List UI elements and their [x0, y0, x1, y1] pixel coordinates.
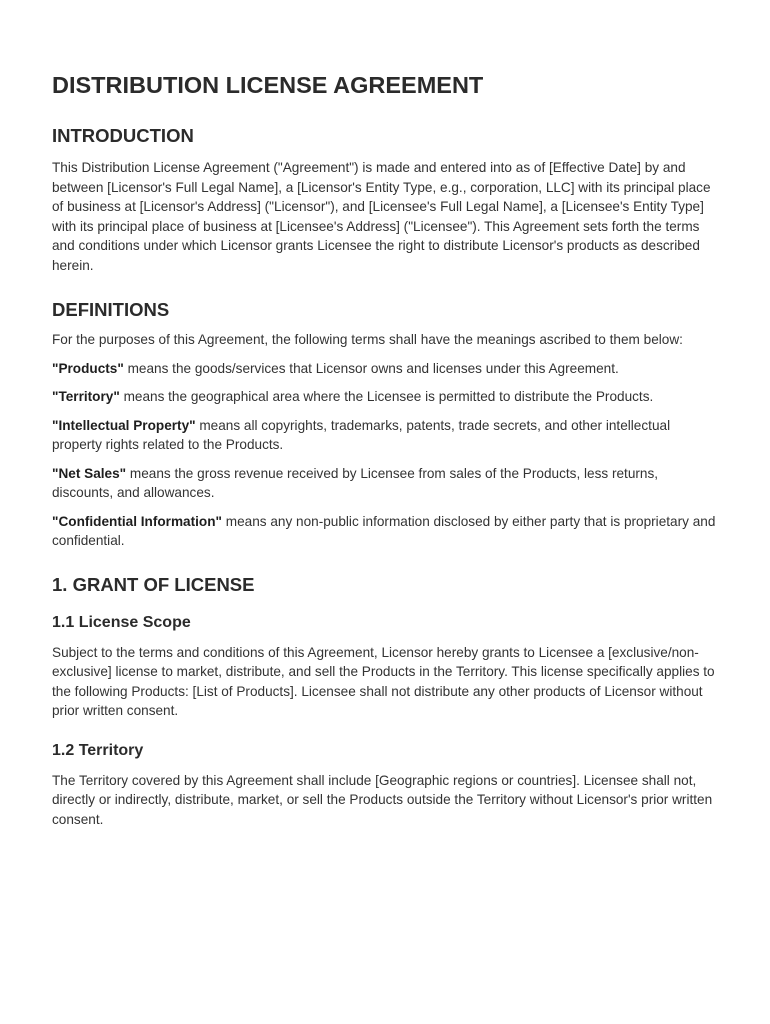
definition-term: "Territory" — [52, 389, 120, 404]
definition-term: "Confidential Information" — [52, 513, 222, 529]
license-scope-heading: 1.1 License Scope — [52, 613, 191, 631]
territory-heading: 1.2 Territory — [52, 741, 144, 759]
definition-item-intellectual-property — [52, 416, 722, 455]
territory-paragraph: The Territory covered by this Agreement shall include [Geographic regions or countries]. Licensee shall not, directly or indirectly, distribute, market, or sell the Products outside the Territory without Licensor's prior written consent. — [52, 772, 713, 827]
definition-text: means the gross revenue received by Licensee from sales of the Products, less returns, discounts, and allowances. — [52, 465, 659, 500]
definition-text: means the goods/services that Licensor owns and licenses under this Agreement. — [123, 360, 619, 376]
definitions-lead-paragraph: For the purposes of this Agreement, the following terms shall have the meanings ascribed to them below: — [52, 332, 683, 347]
definition-item-net-sales — [52, 464, 722, 503]
definition-item-products — [52, 359, 722, 379]
document-page — [52, 68, 722, 829]
introduction-heading: INTRODUCTION — [52, 125, 194, 146]
definition-text: means all copyrights, trademarks, patents, trade secrets, and other intellectual property rights related to the Products. — [52, 417, 671, 452]
definitions-heading: DEFINITIONS — [52, 299, 170, 320]
definition-item-territory — [52, 387, 722, 407]
grant-of-license-heading: 1. GRANT OF LICENSE — [52, 573, 255, 595]
document-title: DISTRIBUTION LICENSE AGREEMENT — [52, 72, 484, 98]
definition-term: "Net Sales" — [52, 465, 127, 481]
definition-text: means the geographical area where the Licensee is permitted to distribute the Products. — [119, 389, 654, 404]
definition-text: means any non-public information disclosed by either party that is proprietary and confidential. — [52, 513, 716, 548]
definition-term: "Intellectual Property" — [52, 417, 196, 433]
introduction-paragraph: This Distribution License Agreement ("Agreement") is made and entered into as of [Effective Date] by and between [Licensor's Full Legal Name], a [Licensor's Entity Type, e.g., corporation, LLC] with its principal place of business at [Licensor's Address] ("Licensor"), and [Licensee's Full Legal Name], a [Licensee's Entity Type] with its principal place of business at [Licensee's Address] ("Licensee"). This Agreement sets forth the terms and conditions under which Licensor grants Licensee the right to distribute Licensor's products as described herein. — [52, 160, 711, 273]
definition-item-confidential-information — [52, 512, 722, 551]
license-scope-paragraph: Subject to the terms and conditions of this Agreement, Licensor hereby grants to Licensee a [exclusive/non-exclusive] license to market, distribute, and sell the Products in the Territory. This license specifically applies to the following Products: [List of Products]. Licensee shall not distribute any other products of Licensor without prior written consent. — [52, 644, 715, 718]
definition-term: "Products" — [52, 360, 124, 376]
